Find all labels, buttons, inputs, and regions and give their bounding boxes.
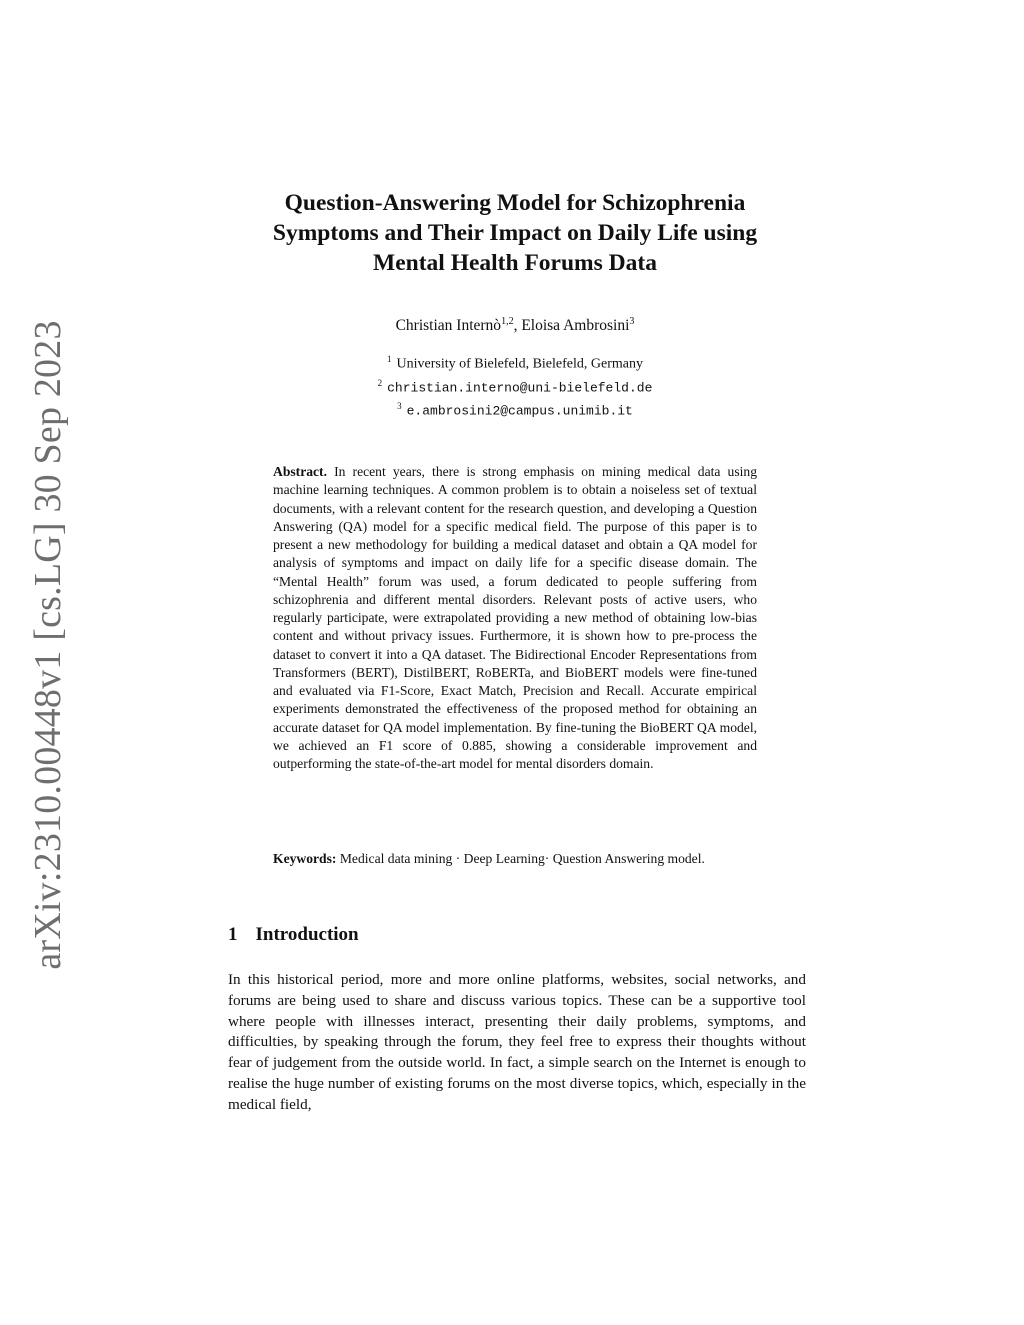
title-line: Symptoms and Their Impact on Daily Life using	[272, 220, 758, 246]
author-list	[200, 316, 830, 335]
abstract	[273, 463, 757, 773]
affiliation-text: University of Bielefeld, Bielefeld, Germany	[396, 356, 643, 372]
arxiv-side-stamp	[27, 320, 69, 970]
affiliation-mark: 2	[377, 377, 383, 388]
author-email: e.ambrosini2@campus.unimib.it	[406, 403, 633, 419]
arxiv-identifier: arXiv:2310.00448v1 [cs.LG] 30 Sep 2023	[27, 320, 69, 970]
affiliation-row	[200, 374, 830, 398]
paper-title	[200, 188, 830, 278]
section-number: 1	[228, 924, 238, 945]
affiliation-list	[200, 350, 830, 421]
author-affiliation-mark: 3	[629, 316, 635, 327]
affiliation-mark: 1	[387, 354, 392, 364]
author-name: Christian Internò	[395, 317, 502, 335]
affiliation-mark: 3	[397, 401, 402, 412]
keywords-label: Keywords:	[273, 851, 337, 866]
section-heading	[228, 924, 359, 946]
author-email: christian.interno@uni-bielefeld.de	[387, 380, 653, 396]
abstract-text: In recent years, there is strong emphasis on mining medical data using machine learning techniques. A common problem is to obtain a noiseless set of textual documents, with a relevant content for the research question, and developing a Question Answering (QA) model for a specific medical field. The purpose of this paper is to present a new methodology for building a medical dataset and obtain a QA model for analysis of symptoms and impact on daily life for a specific disease domain. The “Mental Health” forum was used, a forum dedicated to people suffering from schizophrenia and different mental disorders. Relevant posts of active users, who regularly participate, were extrapolated providing a new method of obtaining low-bias content and without privacy issues. Furthermore, it is shown how to pre-process the dataset to convert it into a QA dataset. The Bidirectional Encoder Representations from Transformers (BERT), DistilBERT, RoBERTa, and BioBERT models were fine-tuned and evaluated via F1-Score, Exact Match, Precision and Recall. Accurate empirical experiments demonstrated the effectiveness of the proposed method for obtaining an accurate dataset for QA model implementation. By fine-tuning the BioBERT QA model, we achieved an F1 score of 0.885, showing a considerable improvement and outperforming the state-of-the-art model for mental disorders domain.	[273, 464, 757, 771]
title-line: Question-Answering Model for Schizophrenia	[284, 190, 746, 216]
author-name: Eloisa Ambrosini	[521, 317, 630, 335]
title-line: Mental Health Forums Data	[373, 250, 657, 276]
intro-paragraph: In this historical period, more and more online platforms, websites, social networks, and forums are being used to share and discuss various topics. These can be a supportive tool where people with illnesses interact, presenting their daily problems, symptoms, and difficulties, by speaking through the forum, they feel free to express their thoughts without fear of judgement from the outside world. In fact, a simple search on the Internet is enough to realise the huge number of existing forums on the most diverse topics, which, especially in the medical field,	[228, 971, 806, 1113]
affiliation-row	[200, 397, 830, 421]
section-title: Introduction	[255, 924, 359, 945]
author-affiliation-mark: 1,2	[501, 316, 514, 327]
keywords-text: Medical data mining · Deep Learning· Question Answering model.	[339, 851, 705, 866]
affiliation-row	[200, 350, 830, 374]
author-separator: ,	[513, 317, 522, 335]
abstract-label: Abstract.	[273, 464, 327, 479]
keywords	[273, 850, 757, 868]
